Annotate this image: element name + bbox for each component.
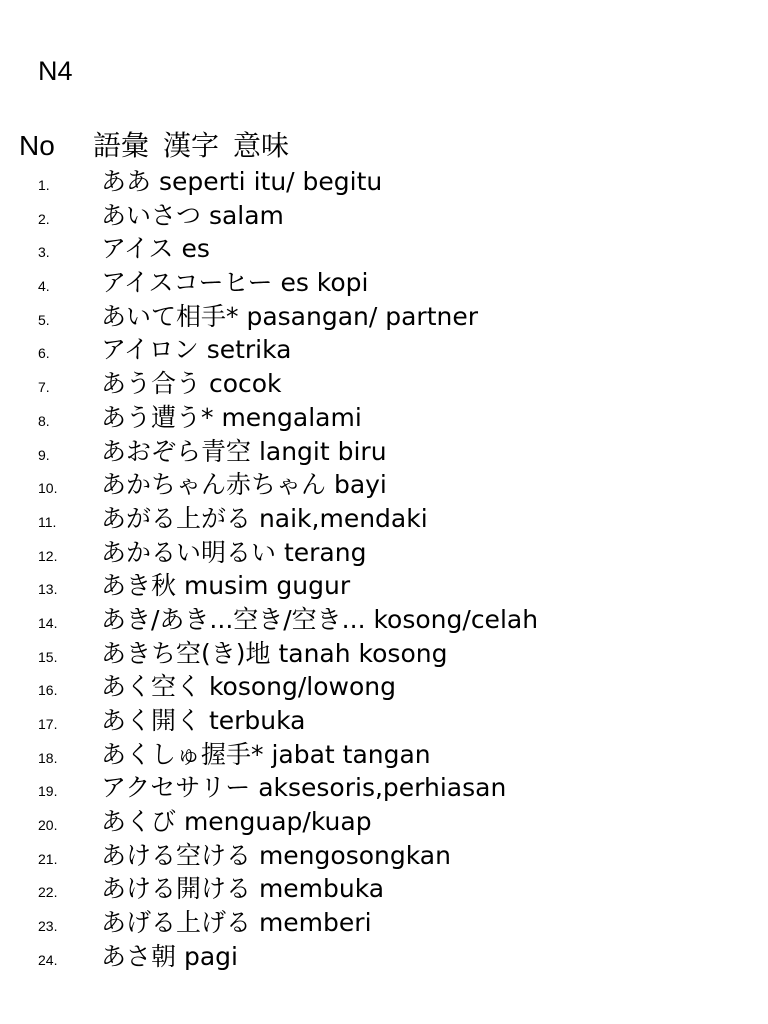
vocab-entry: [0, 771, 768, 805]
vocab-list: [0, 165, 768, 974]
entry-number: 22.: [38, 884, 58, 901]
entry-text: あかるい明るい terang: [101, 537, 367, 567]
entry-text: あげる上げる memberi: [101, 908, 372, 938]
entry-number: 3.: [38, 244, 50, 261]
entry-number: 23.: [38, 918, 58, 935]
entry-number: 12.: [38, 547, 58, 564]
entry-text: あがる上がる naik,mendaki: [101, 503, 428, 533]
entry-text: あき/あき...空き/空き... kosong/celah: [101, 604, 539, 634]
vocab-entry: [0, 401, 768, 435]
entry-number: 6.: [38, 345, 50, 362]
vocab-entry: [0, 435, 768, 469]
entry-number: 4.: [38, 278, 50, 295]
vocab-entry: [0, 637, 768, 671]
vocab-entry: [0, 872, 768, 906]
vocab-entry: [0, 603, 768, 637]
vocab-entry: [0, 738, 768, 772]
entry-number: 19.: [38, 783, 58, 800]
entry-text: あける空ける mengosongkan: [101, 840, 451, 870]
entry-text: アイロン setrika: [101, 335, 292, 365]
header-no: No: [19, 130, 55, 161]
vocab-entry: [0, 367, 768, 401]
entry-number: 18.: [38, 749, 58, 766]
vocab-entry: [0, 300, 768, 334]
entry-text: あかちゃん赤ちゃん bayi: [101, 470, 387, 500]
entry-number: 17.: [38, 716, 58, 732]
entry-number: 16.: [38, 682, 58, 699]
level-title: N4: [38, 56, 73, 86]
header-vocab: 語彙: [93, 129, 150, 162]
entry-number: 20.: [38, 817, 58, 834]
entry-text: あくび menguap/kuap: [101, 807, 372, 837]
entry-text: あき秋 musim gugur: [101, 571, 351, 601]
vocab-entry: [0, 704, 768, 738]
column-header: [19, 127, 303, 165]
entry-text: あきち空(き)地 tanah kosong: [101, 638, 448, 668]
entry-number: 1.: [38, 177, 50, 193]
vocab-entry: [0, 569, 768, 603]
entry-number: 11.: [38, 513, 57, 530]
entry-text: あいて相手* pasangan/ partner: [101, 301, 479, 331]
entry-number: 21.: [38, 850, 58, 867]
entry-text: あう合う cocok: [101, 369, 282, 399]
vocab-entry: [0, 333, 768, 367]
entry-text: あける開ける membuka: [101, 874, 385, 904]
entry-text: アクセサリー aksesoris,perhiasan: [101, 773, 507, 803]
entry-number: 24.: [38, 951, 58, 968]
vocab-entry: [0, 468, 768, 502]
entry-text: あおぞら青空 langit biru: [101, 436, 387, 466]
vocab-entry: [0, 502, 768, 536]
entry-text: アイスコーヒー es kopi: [101, 268, 369, 298]
entry-text: ああ seperti itu/ begitu: [101, 167, 383, 196]
header-kanji: 漢字: [163, 129, 220, 162]
entry-text: あくしゅ握手* jabat tangan: [101, 739, 431, 769]
vocab-entry: [0, 839, 768, 873]
vocab-entry: [0, 670, 768, 704]
entry-text: アイス es: [101, 234, 210, 264]
vocab-entry: [0, 232, 768, 266]
entry-number: 14.: [38, 614, 58, 631]
entry-text: あいさつ salam: [101, 200, 284, 230]
vocab-entry: [0, 266, 768, 300]
vocab-entry: [0, 906, 768, 940]
vocab-entry: [0, 940, 768, 974]
vocab-entry: [0, 165, 768, 199]
entry-number: 15.: [38, 648, 58, 665]
entry-number: 7.: [38, 379, 50, 396]
entry-text: あく空く kosong/lowong: [101, 672, 396, 702]
entry-text: あう遭う* mengalami: [101, 402, 362, 432]
entry-number: 2.: [38, 210, 50, 227]
entry-number: 13.: [38, 581, 58, 598]
entry-number: 10.: [38, 480, 58, 497]
entry-text: あく開く terbuka: [101, 706, 306, 735]
entry-number: 8.: [38, 412, 50, 429]
entry-number: 5.: [38, 311, 50, 328]
entry-text: あさ朝 pagi: [101, 941, 238, 971]
entry-number: 9.: [38, 446, 50, 463]
vocab-entry: [0, 805, 768, 839]
vocab-entry: [0, 536, 768, 570]
vocab-entry: [0, 199, 768, 233]
header-meaning: 意味: [233, 129, 290, 162]
